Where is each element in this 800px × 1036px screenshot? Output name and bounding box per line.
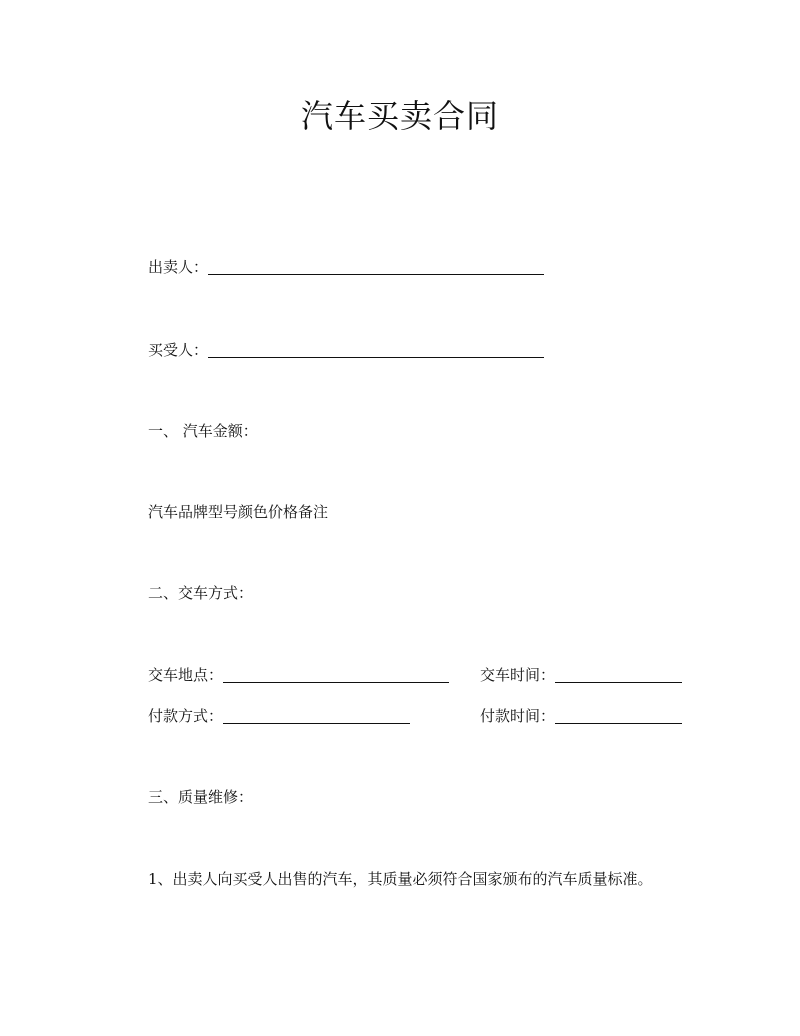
- section3-heading: 三、质量维修：: [148, 788, 254, 806]
- payment-time-label: 付款时间：: [480, 707, 556, 725]
- delivery-time-label: 交车时间：: [480, 666, 556, 684]
- payment-time-blank[interactable]: [555, 705, 682, 724]
- seller-blank[interactable]: [208, 256, 544, 275]
- section1-columns: 汽车品牌型号颜色价格备注: [148, 503, 329, 521]
- delivery-time-blank[interactable]: [555, 664, 682, 683]
- delivery-place-field: [148, 664, 449, 685]
- payment-time-field: [480, 705, 682, 726]
- section2-heading: 二、交车方式：: [148, 584, 254, 602]
- buyer-blank[interactable]: [208, 339, 544, 358]
- delivery-time-field: [480, 664, 682, 685]
- clause-1: 1、出卖人向买受人出售的汽车，其质量必须符合国家颁布的汽车质量标准。: [148, 870, 653, 888]
- buyer-field: [148, 339, 544, 360]
- seller-label: 出卖人：: [148, 258, 209, 276]
- payment-method-field: [148, 705, 410, 726]
- payment-method-blank[interactable]: [223, 705, 410, 724]
- delivery-place-label: 交车地点：: [148, 666, 224, 684]
- seller-field: [148, 256, 544, 277]
- section1-heading: 一、 汽车金额：: [148, 422, 258, 440]
- buyer-label: 买受人：: [148, 341, 209, 359]
- payment-method-label: 付款方式：: [148, 707, 224, 725]
- document-title: 汽车买卖合同: [300, 97, 499, 135]
- delivery-place-blank[interactable]: [223, 664, 449, 683]
